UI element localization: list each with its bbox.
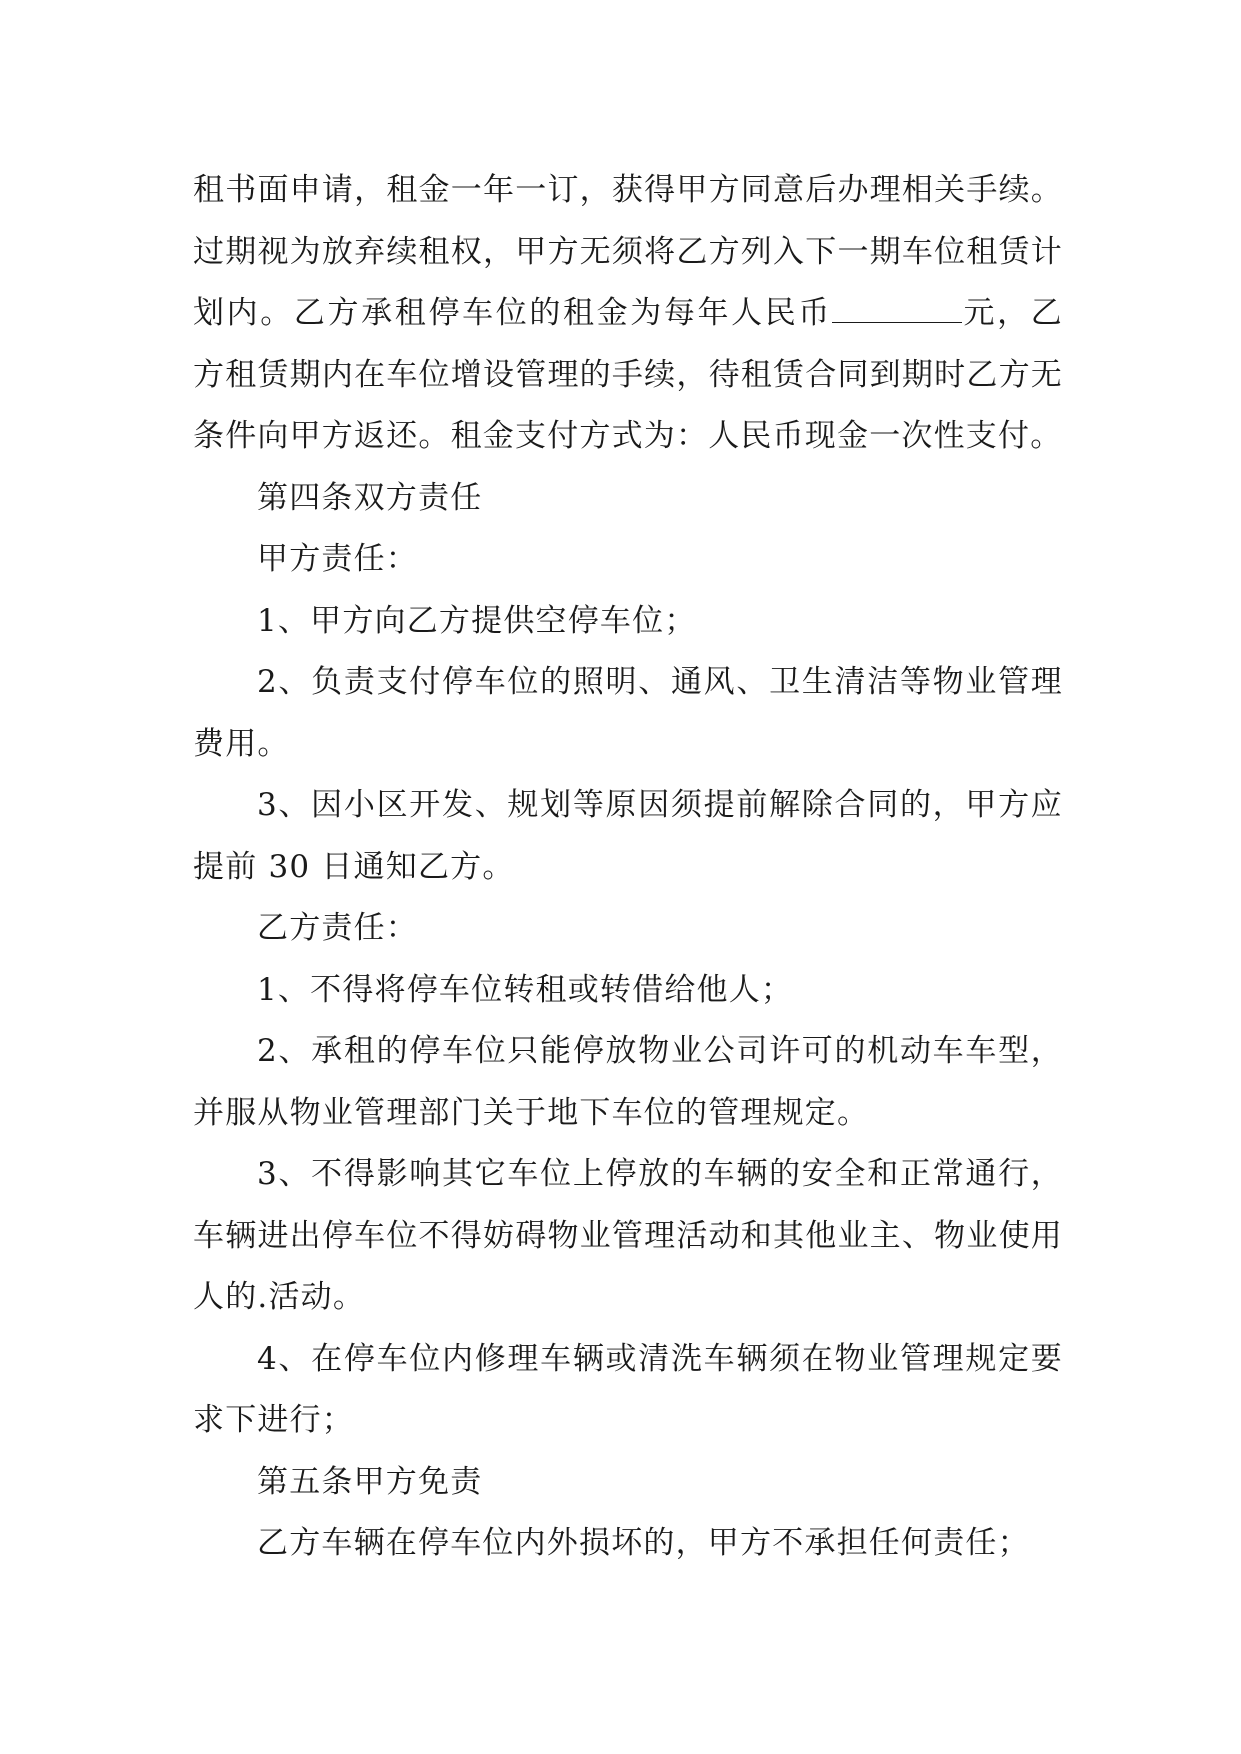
- party-a-item-3: 3、因小区开发、规划等原因须提前解除合同的，甲方应提前 30 日通知乙方。: [193, 787, 1063, 885]
- party-b-item-4: 4、在停车位内修理车辆或清洗车辆须在物业管理规定要求下进行；: [193, 1340, 1063, 1438]
- rent-amount-blank: [832, 294, 962, 323]
- party-a-item-1: 1、甲方向乙方提供空停车位；: [257, 602, 697, 639]
- party-a-item-2: 2、负责支付停车位的照明、通风、卫生清洁等物业管理费用。: [193, 664, 1063, 762]
- rent-terms-tail: 元，乙方租赁期内在车位增设管理的手续，待租赁合同到期时乙方无条件向甲方返还。租金支付方式为：人民币现金一次性支付。: [193, 295, 1063, 454]
- article-5-item: 乙方车辆在停车位内外损坏的，甲方不承担任何责任；: [257, 1525, 1030, 1561]
- party-a-heading: 甲方责任：: [257, 541, 418, 577]
- paragraph-rent-terms: [193, 160, 1063, 468]
- article-5-title: 第五条甲方免责: [257, 1463, 483, 1500]
- article-4-title: 第四条双方责任: [257, 479, 483, 516]
- party-b-item-3: 3、不得影响其它车位上停放的车辆的安全和正常通行，车辆进出停车位不得妨碍物业管理活动和其他业主、物业使用人的.活动。: [193, 1156, 1063, 1315]
- document-body: [193, 160, 1063, 1575]
- party-b-item-1: 1、不得将停车位转租或转借给他人；: [257, 971, 794, 1008]
- party-b-item-2: 2、承租的停车位只能停放物业公司许可的机动车车型，并服从物业管理部门关于地下车位的管理规定。: [193, 1033, 1063, 1131]
- rent-terms-text: 租书面申请，租金一年一订，获得甲方同意后办理相关手续。过期视为放弃续租权，甲方无须将乙方列入下一期车位租赁计划内。乙方承租停车位的租金为每年人民币: [193, 172, 1063, 331]
- party-b-heading: 乙方责任：: [257, 910, 418, 946]
